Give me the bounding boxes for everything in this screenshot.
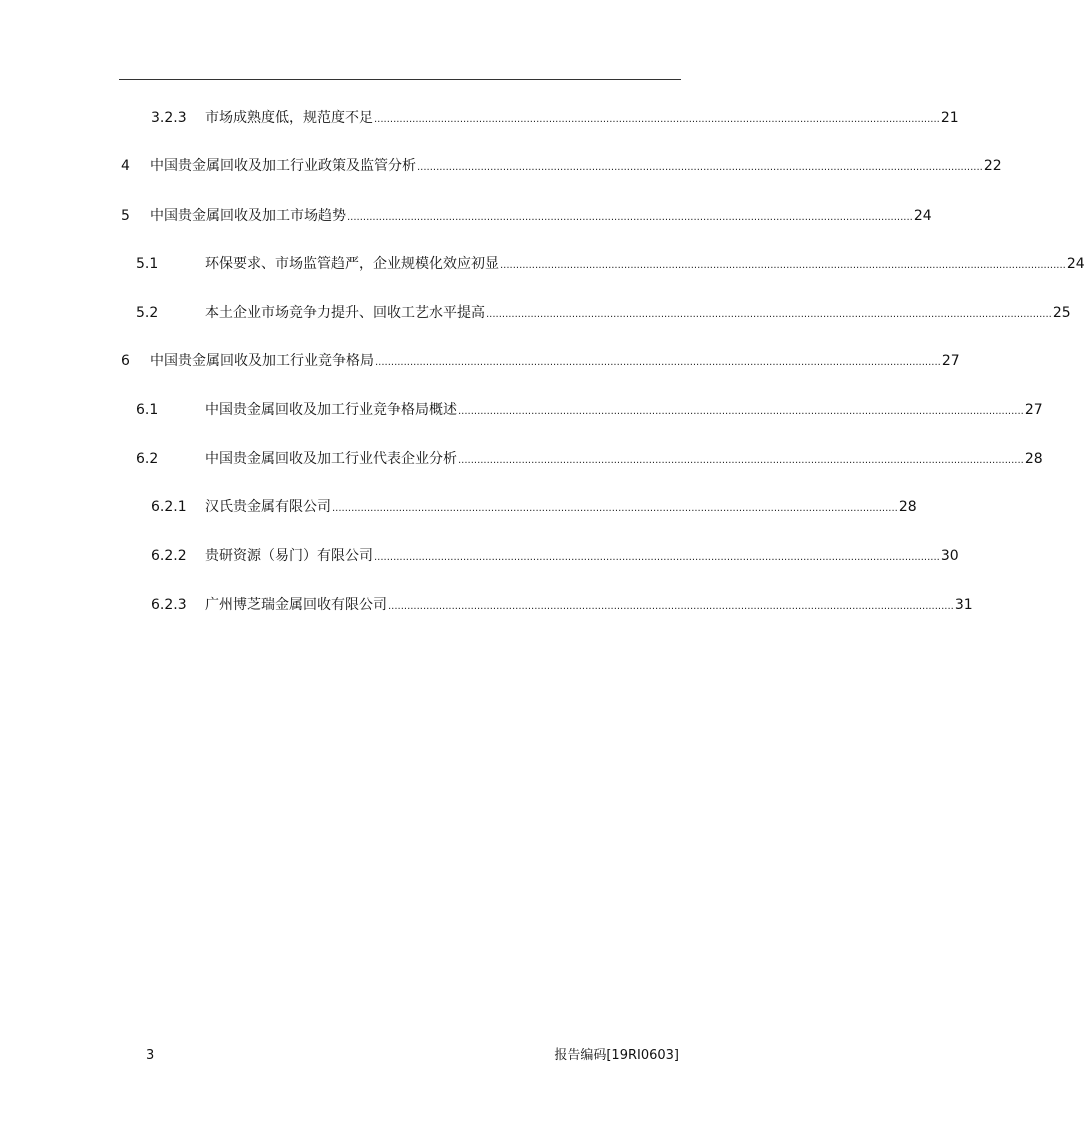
toc-entry-page: 27 xyxy=(941,353,960,369)
toc-leader-dots: .................................................................................................................................................................................. xyxy=(388,601,954,612)
toc-entry-page: 22 xyxy=(983,158,1002,174)
toc-entry[interactable] xyxy=(0,302,1071,324)
toc-leader-dots: .................................................................................................................................................................................. xyxy=(458,455,1024,466)
toc-entry-link[interactable] xyxy=(205,448,1043,472)
toc-entry[interactable] xyxy=(0,205,932,227)
toc-entry-number: 6.2.2 xyxy=(151,548,187,564)
toc-entry-link[interactable] xyxy=(150,350,960,374)
toc-entry-page: 27 xyxy=(1024,402,1043,418)
toc-entry-page: 31 xyxy=(954,597,973,613)
toc-entry-number: 6.2.1 xyxy=(151,499,187,515)
toc-entry-number: 6.1 xyxy=(136,402,159,418)
toc-entry-title: 市场成熟度低，规范度不足 xyxy=(205,110,373,126)
toc-entry-title: 环保要求、市场监管趋严，企业规模化效应初显 xyxy=(205,256,499,272)
toc-entry[interactable] xyxy=(0,594,973,616)
toc-entry-page: 25 xyxy=(1052,305,1071,321)
footer-report-code: 报告编码[19RI0603] xyxy=(554,1048,679,1063)
toc-entry-link[interactable] xyxy=(205,496,917,520)
toc-entry-title: 广州博芝瑞金属回收有限公司 xyxy=(205,597,387,613)
toc-leader-dots: .................................................................................................................................................................................. xyxy=(417,162,983,173)
toc-leader-dots: .................................................................................................................................................................................. xyxy=(486,309,1052,320)
toc-leader-dots: .................................................................................................................................................................................. xyxy=(374,552,940,563)
toc-entry-link[interactable] xyxy=(205,399,1043,423)
toc-entry-link[interactable] xyxy=(150,155,1002,179)
toc-entry-number: 3.2.3 xyxy=(151,110,187,126)
toc-entry-link[interactable] xyxy=(205,253,1085,277)
toc-leader-dots: .................................................................................................................................................................................. xyxy=(500,260,1066,271)
toc-entry-link[interactable] xyxy=(150,205,932,229)
toc-leader-dots: .................................................................................................................................................................................. xyxy=(332,503,898,514)
toc-leader-dots: .................................................................................................................................................................................. xyxy=(347,212,913,223)
toc-entry[interactable] xyxy=(0,253,1085,275)
toc-entry-title: 中国贵金属回收及加工行业竞争格局 xyxy=(150,353,374,369)
toc-entry[interactable] xyxy=(0,155,1002,177)
toc-entry-title: 汉氏贵金属有限公司 xyxy=(205,499,331,515)
toc-entry-number: 5 xyxy=(121,208,130,224)
toc-entry[interactable] xyxy=(0,496,917,518)
toc-entry-number: 6 xyxy=(121,353,130,369)
toc-entry[interactable] xyxy=(0,107,959,129)
toc-entry-link[interactable] xyxy=(205,107,959,131)
toc-entry-number: 5.1 xyxy=(136,256,159,272)
toc-entry-title: 中国贵金属回收及加工行业竞争格局概述 xyxy=(205,402,457,418)
toc-entry-number: 5.2 xyxy=(136,305,159,321)
toc-entry[interactable] xyxy=(0,350,960,372)
toc-entry[interactable] xyxy=(0,399,1043,421)
toc-leader-dots: .................................................................................................................................................................................. xyxy=(374,114,940,125)
toc-entry-page: 21 xyxy=(940,110,959,126)
footer-page-number: 3 xyxy=(146,1048,155,1063)
toc-entry-link[interactable] xyxy=(205,302,1071,326)
toc-entry-number: 6.2 xyxy=(136,451,159,467)
toc-entry[interactable] xyxy=(0,545,959,567)
toc-entry-title: 本土企业市场竞争力提升、回收工艺水平提高 xyxy=(205,305,485,321)
toc-leader-dots: .................................................................................................................................................................................. xyxy=(375,357,941,368)
toc-entry-title: 中国贵金属回收及加工行业代表企业分析 xyxy=(205,451,457,467)
toc-entry-page: 24 xyxy=(913,208,932,224)
toc-entry[interactable] xyxy=(0,448,1043,470)
toc-entry-link[interactable] xyxy=(205,545,959,569)
toc-entry-link[interactable] xyxy=(205,594,973,618)
toc-entry-number: 4 xyxy=(121,158,130,174)
toc-entry-page: 30 xyxy=(940,548,959,564)
toc-entry-number: 6.2.3 xyxy=(151,597,187,613)
toc-leader-dots: .................................................................................................................................................................................. xyxy=(458,406,1024,417)
toc-entry-page: 28 xyxy=(898,499,917,515)
toc-entry-title: 中国贵金属回收及加工市场趋势 xyxy=(150,208,346,224)
toc-entry-title: 中国贵金属回收及加工行业政策及监管分析 xyxy=(150,158,416,174)
toc-entry-title: 贵研资源（易门）有限公司 xyxy=(205,548,373,564)
toc-entry-page: 24 xyxy=(1066,256,1085,272)
toc-entry-page: 28 xyxy=(1024,451,1043,467)
